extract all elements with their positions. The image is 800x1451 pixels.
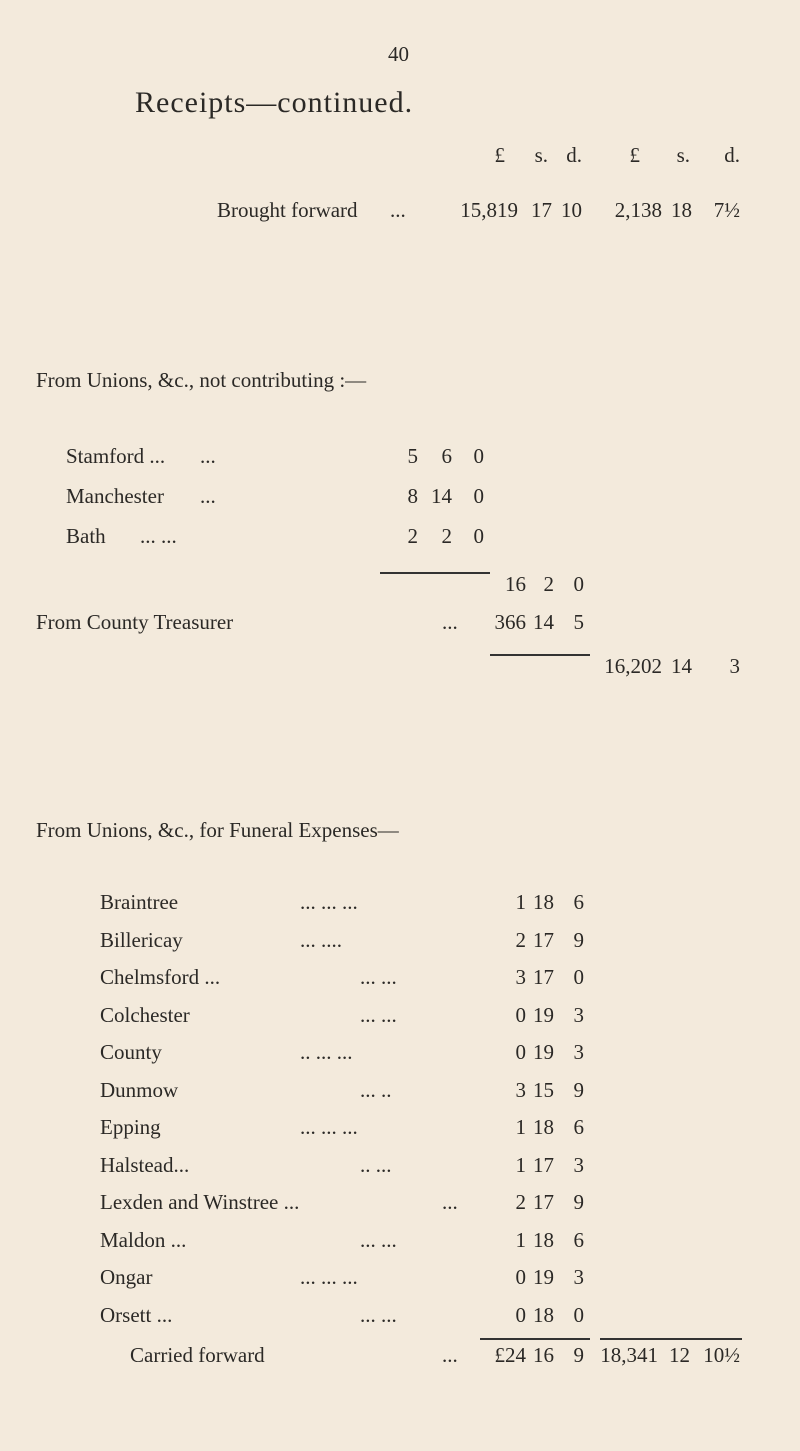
amount: 0 — [573, 965, 584, 989]
total-amount: 3 — [729, 654, 740, 678]
column-header: d. — [566, 143, 582, 167]
amount: 6 — [573, 1115, 584, 1139]
amount: 15 — [533, 1077, 554, 1102]
amount: 3 — [573, 1002, 584, 1027]
total-amount: 16,202 — [604, 654, 662, 678]
amount: 3 — [573, 1152, 584, 1177]
dots: .. ... — [360, 1152, 392, 1177]
column-header: s. — [676, 143, 690, 167]
dots: ... .. — [360, 1077, 392, 1102]
amount: 7½ — [713, 198, 740, 222]
amount: 9 — [573, 1190, 584, 1214]
union-name: Lexden and Winstree ... — [100, 1190, 300, 1214]
amount: 14 — [431, 484, 452, 508]
amount: 8 — [407, 484, 418, 508]
page-title: Receipts—continued. — [135, 86, 414, 119]
subtotal-amount: 16 — [505, 572, 526, 596]
dots: ... .... — [300, 927, 342, 952]
county-treasurer-label: From County Treasurer — [36, 610, 234, 634]
amount: 0 — [473, 444, 484, 468]
union-name: Bath — [66, 524, 106, 548]
amount: 17 — [533, 1190, 554, 1214]
union-name: Manchester — [66, 484, 164, 508]
amount: 19 — [533, 1002, 554, 1027]
amount: 10½ — [703, 1343, 740, 1367]
amount: 0 — [515, 1302, 526, 1327]
union-name: Colchester — [100, 1002, 190, 1027]
dots: ... — [442, 1343, 458, 1367]
union-name: Orsett ... — [100, 1302, 173, 1327]
amount: 5 — [573, 610, 584, 634]
amount: 2 — [515, 927, 526, 952]
amount: 3 — [573, 1040, 584, 1064]
amount: 9 — [573, 1343, 584, 1367]
column-header: £ — [494, 143, 505, 167]
amount: 19 — [533, 1040, 554, 1064]
amount: 18,341 — [600, 1343, 658, 1367]
dots: ... — [200, 444, 216, 468]
union-name: Maldon ... — [100, 1227, 187, 1252]
section-heading: From Unions, &c., for Funeral Expenses— — [36, 818, 399, 842]
amount: 1 — [515, 1115, 526, 1139]
dots: ... ... ... — [300, 1115, 358, 1139]
dots: ... — [390, 198, 406, 222]
amount: 15,819 — [460, 198, 518, 222]
dots: .. ... ... — [300, 1040, 353, 1064]
total-rule — [490, 654, 590, 656]
column-header: d. — [724, 143, 740, 167]
dots: ... ... ... — [300, 1265, 358, 1289]
total-amount: 14 — [671, 654, 692, 678]
amount: 2 — [515, 1190, 526, 1214]
amount: 6 — [573, 890, 584, 914]
amount: 14 — [533, 610, 554, 634]
amount: 5 — [407, 444, 418, 468]
union-name: County — [100, 1040, 162, 1064]
amount: 0 — [473, 524, 484, 548]
section-heading: From Unions, &c., not contributing :— — [36, 368, 367, 392]
amount: 18 — [671, 198, 692, 222]
carried-forward-label: Carried forward — [130, 1343, 265, 1367]
amount: 0 — [573, 1302, 584, 1327]
column-header: s. — [534, 143, 548, 167]
dots: ... — [200, 484, 216, 508]
union-name: Dunmow — [100, 1077, 179, 1102]
amount: 19 — [533, 1265, 554, 1289]
page-number: 40 — [388, 42, 409, 66]
dots: ... ... — [360, 1227, 397, 1252]
amount: 0 — [515, 1040, 526, 1064]
amount: 0 — [473, 484, 484, 508]
amount: 3 — [573, 1265, 584, 1289]
amount: 17 — [533, 965, 554, 989]
subtotal-amount: 2 — [543, 572, 554, 596]
amount: 0 — [515, 1265, 526, 1289]
amount: 1 — [515, 1152, 526, 1177]
amount: 2 — [407, 524, 418, 548]
column-header: £ — [629, 143, 640, 167]
carried-rule — [600, 1338, 742, 1340]
union-name: Billericay — [100, 927, 183, 952]
amount: 18 — [533, 1227, 554, 1252]
union-name: Stamford ... — [66, 444, 166, 468]
union-name: Braintree — [100, 890, 179, 914]
dots: ... ... ... — [300, 890, 358, 914]
dots: ... ... — [140, 524, 177, 548]
dots: ... ... — [360, 1302, 397, 1327]
amount: 18 — [533, 1115, 554, 1139]
amount: £24 — [494, 1343, 526, 1367]
amount: 18 — [533, 890, 554, 914]
subtotal-rule — [380, 572, 490, 574]
carried-rule — [480, 1338, 590, 1340]
amount: 17 — [533, 1152, 554, 1177]
amount: 0 — [515, 1002, 526, 1027]
brought-forward-label: Brought forward — [217, 198, 358, 222]
amount: 6 — [441, 444, 452, 468]
amount: 17 — [531, 198, 552, 222]
amount: 366 — [494, 610, 526, 634]
union-name: Ongar — [100, 1265, 153, 1289]
amount: 9 — [573, 927, 584, 952]
amount: 1 — [515, 890, 526, 914]
amount: 16 — [533, 1343, 554, 1367]
amount: 2,138 — [614, 198, 662, 222]
amount: 18 — [533, 1302, 554, 1327]
amount: 1 — [515, 1227, 526, 1252]
amount: 3 — [515, 1077, 526, 1102]
dots: ... ... — [360, 965, 397, 989]
dots: ... — [442, 1190, 458, 1214]
amount: 17 — [533, 927, 554, 952]
union-name: Epping — [100, 1115, 161, 1139]
amount: 10 — [561, 198, 582, 222]
union-name: Halstead... — [100, 1152, 190, 1177]
dots: ... ... — [360, 1002, 397, 1027]
amount: 3 — [515, 965, 526, 989]
amount: 12 — [669, 1343, 690, 1367]
subtotal-amount: 0 — [573, 572, 584, 596]
amount: 2 — [441, 524, 452, 548]
amount: 9 — [573, 1077, 584, 1102]
dots: ... — [442, 610, 458, 634]
amount: 6 — [573, 1227, 584, 1252]
union-name: Chelmsford ... — [100, 965, 221, 989]
